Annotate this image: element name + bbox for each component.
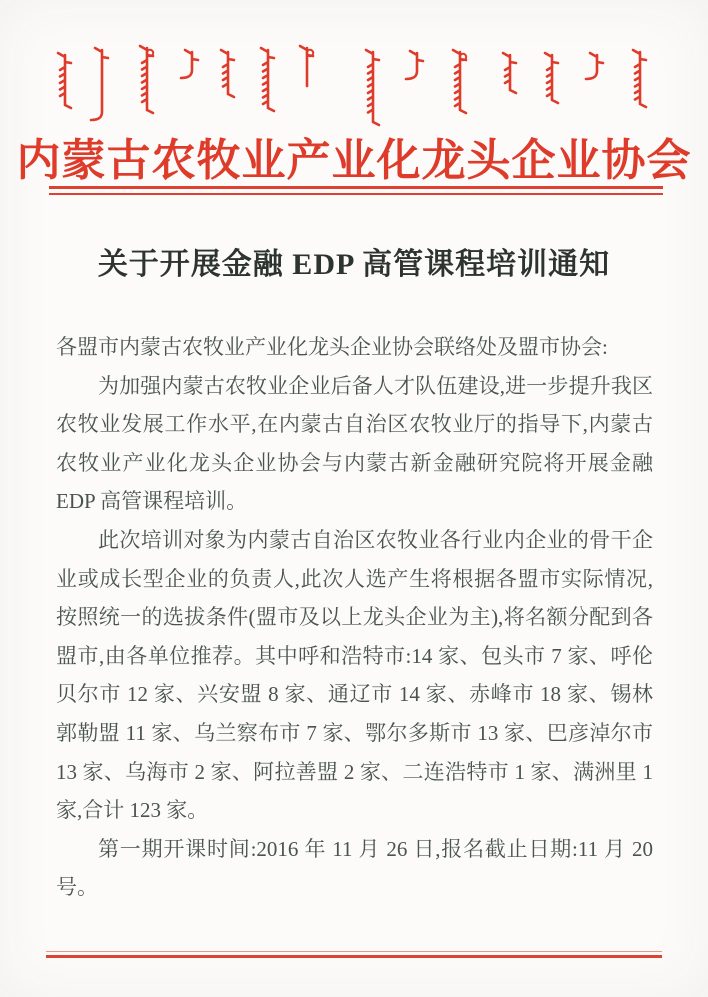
mongolian-script-icon (0, 0, 708, 140)
header-double-rule (49, 186, 663, 195)
paragraph: 第一期开课时间:2016 年 11 月 26 日,报名截止日期:11 月 20 号。 (56, 836, 653, 900)
paragraph: 各盟市内蒙古农牧业产业化龙头企业协会联络处及盟市协会: (56, 335, 608, 359)
paragraph: 此次培训对象为内蒙古自治区农牧业各行业内企业的骨干企业或成长型企业的负责人,此次人选产生将根据各盟市实际情况,按照统一的选拔条件(盟市及以上龙头企业为主),将名额分配到各盟市,由各单位推荐。其中呼和浩特市:14 家、包头市 7 家、呼伦贝尔市 12 家、兴安盟 8 家、通辽市 14 家、赤峰市 18 家、锡林郭勒盟 11 家、乌兰察布市 7 家、鄂尔多斯市 13 家、巴彦淖尔市 13 家、乌海市 2 家、阿拉善盟 2 家、二连浩特市 1 家、满洲里 1 家,合计 123 家。 (56, 527, 653, 823)
paragraph: 为加强内蒙古农牧业企业后备人才队伍建设,进一步提升我区农牧业发展工作水平,在内蒙古自治区农牧业厅的指导下,内蒙古农牧业产业化龙头企业协会与内蒙古新金融研究院将开展金融 EDP 高管课程培训。 (56, 373, 653, 514)
org-name-header: 内蒙古农牧业产业化龙头企业协会 (16, 136, 692, 185)
footer-double-rule (46, 951, 662, 958)
document-body (56, 328, 653, 907)
document-title: 关于开展金融 EDP 高管课程培训通知 (97, 248, 611, 281)
